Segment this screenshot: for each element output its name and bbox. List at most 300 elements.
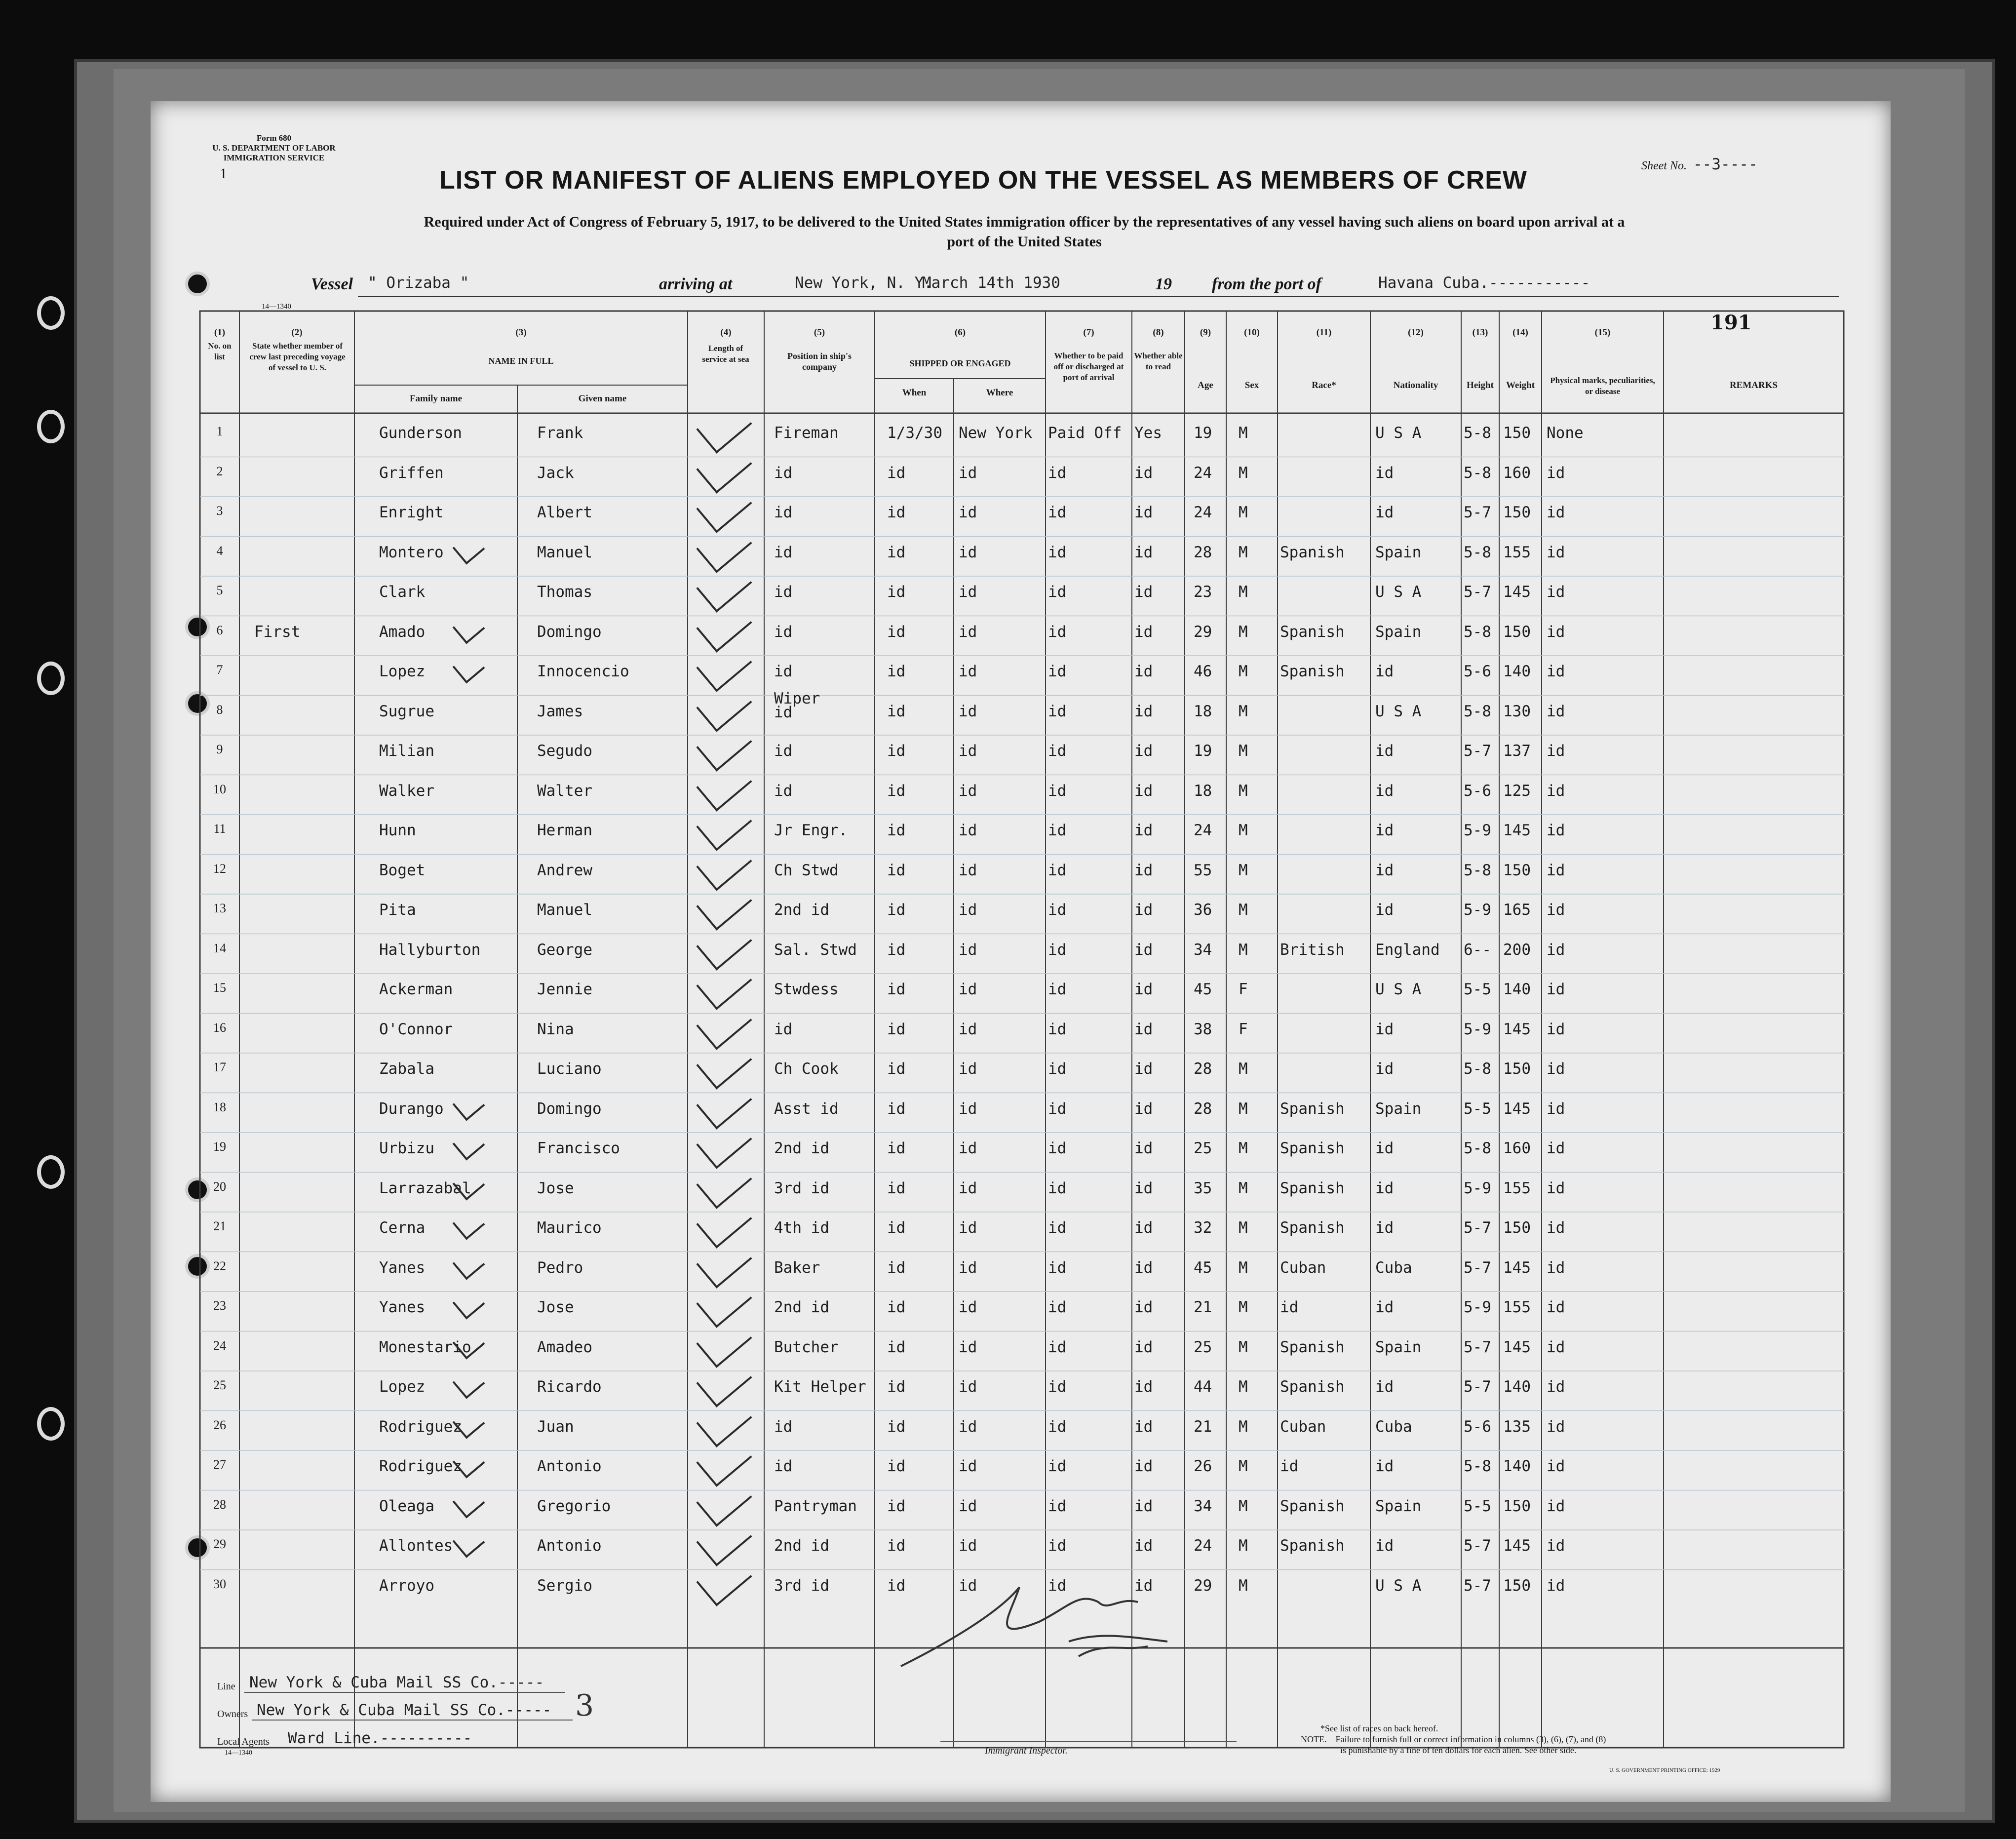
cell-height: 5-7 [1464,583,1491,601]
cell-position: Ch Cook [774,1060,839,1078]
cell-weight: 140 [1503,1378,1531,1396]
cell-weight: 145 [1503,1099,1531,1118]
cell-paid: id [1048,663,1067,680]
col4-num: (4) [720,327,732,338]
cell-race: Spanish [1280,1139,1345,1157]
cell-nat: id [1375,1457,1394,1475]
age-header: Age [1198,380,1213,391]
cell-family: Boget [379,861,426,879]
col3-label: NAME IN FULL [488,356,554,366]
form-number: Form 680 [256,133,292,143]
cell-paid: id [1048,543,1067,561]
cell-no: 30 [213,1576,226,1591]
cell-paid: id [1048,822,1067,839]
cell-read: id [1134,980,1153,998]
cell-read: id [1134,1099,1153,1118]
printer-line: U. S. GOVERNMENT PRINTING OFFICE: 1929 [1609,1767,1720,1773]
cell-family: Lopez [379,1378,426,1396]
binder-ring [37,296,65,330]
cell-age: 24 [1194,1537,1212,1555]
cell-family: Gunderson [379,424,462,442]
cell-age: 45 [1194,980,1212,998]
cell-marks: id [1547,1378,1565,1396]
cell-when: id [887,1417,906,1436]
cell-position: id [774,782,793,800]
cell-height: 5-7 [1464,1537,1491,1555]
cell-where: id [959,980,977,998]
sheet-no-label: Sheet No. [1641,159,1687,172]
cell-nat: Spain [1375,1099,1422,1118]
cell-when: id [887,1020,906,1038]
cell-given: Ricardo [537,1378,602,1396]
cell-weight: 150 [1503,861,1531,879]
cell-nat: id [1375,504,1394,521]
cell-read: id [1134,1020,1153,1038]
cell-read: id [1134,543,1153,561]
cell-paid: id [1048,1576,1067,1595]
cell-height: 5-9 [1464,1298,1491,1316]
cell-where: id [959,940,977,959]
cell-marks: id [1547,1417,1565,1436]
cell-weight: 145 [1503,1020,1531,1038]
cell-paid: id [1048,1497,1067,1515]
col1-num: (1) [214,327,226,338]
cell-weight: 125 [1503,782,1531,800]
cell-age: 24 [1194,822,1212,839]
cell-sex: F [1239,1020,1248,1038]
print-code: 14—1340 [262,303,291,311]
cell-paid: id [1048,742,1067,760]
corner-mark: 1 [220,165,227,182]
cell-given: Pedro [537,1258,583,1277]
cell-position: Pantryman [774,1497,857,1515]
cell-where: id [959,1497,977,1515]
cell-position: id [774,583,793,601]
cell-where: id [959,901,977,919]
cell-given: Domingo [537,1099,602,1118]
cell-marks: id [1547,1497,1565,1515]
cell-family: Rodriguez [379,1457,462,1475]
weight-header: Weight [1506,380,1535,391]
cell-sex: M [1239,702,1248,720]
cell-position: Stwdess [774,980,839,998]
cell-age: 25 [1194,1139,1212,1157]
cell-when: id [887,1576,906,1595]
cell-no: 16 [213,1020,226,1035]
owners-mark: 3 [575,1688,594,1723]
cell-weight: 150 [1503,1219,1531,1237]
cell-marks: id [1547,980,1565,998]
cell-read: id [1134,1060,1153,1078]
cell-height: 5-6 [1464,782,1491,800]
cell-sex: M [1239,1099,1248,1118]
cell-no: 2 [216,464,223,478]
cell-no: 23 [213,1298,226,1313]
binder-ring [37,410,65,443]
cell-no: 19 [213,1139,226,1154]
cell-given: Nina [537,1020,574,1038]
col3-num: (3) [515,327,527,338]
cell-height: 5-9 [1464,1020,1491,1038]
cell-height: 5-8 [1464,464,1491,482]
cell-race: Spanish [1280,543,1345,561]
cell-age: 34 [1194,1497,1212,1515]
col10-num: (10) [1244,327,1260,338]
cell-weight: 140 [1503,663,1531,680]
cell-paid: id [1048,1219,1067,1237]
cell-marks: id [1547,1258,1565,1277]
given-name-header: Given name [578,393,627,404]
cell-position: 2nd id [774,1298,829,1316]
cell-weight: 145 [1503,822,1531,839]
col2-label: State whether member of crew last preceding voyage of vessel to U. S. [249,341,346,372]
cell-race: Spanish [1280,1179,1345,1197]
cell-marks: id [1547,1576,1565,1595]
cell-height: 5-8 [1464,623,1491,641]
cell-race: id [1280,1298,1299,1316]
cell-where: id [959,583,977,601]
cell-position: 2nd id [774,1139,829,1157]
cell-age: 28 [1194,543,1212,561]
cell-sex: M [1239,822,1248,839]
cell-age: 26 [1194,1457,1212,1475]
cell-where: id [959,1338,977,1356]
cell-no: 21 [213,1219,226,1233]
cell-weight: 145 [1503,583,1531,601]
cell-nat: id [1375,1179,1394,1197]
cell-family: Griffen [379,464,444,482]
cell-given: Jack [537,464,574,482]
cell-nat: id [1375,1378,1394,1396]
binder-ring [37,1155,65,1189]
manifest-sheet [151,101,1891,1802]
cell-age: 29 [1194,1576,1212,1595]
cell-family: Cerna [379,1219,426,1237]
cell-marks: id [1547,1179,1565,1197]
cell-sex: F [1239,980,1248,998]
cell-paid: id [1048,583,1067,601]
page-stamp: 191 [1710,311,1752,334]
cell-marks: id [1547,1020,1565,1038]
cell-sex: M [1239,861,1248,879]
cell-when: id [887,663,906,680]
cell-sex: M [1239,623,1248,641]
cell-paid: id [1048,702,1067,720]
cell-family: Enright [379,504,444,521]
cell-no: 9 [216,742,223,756]
cell-position: Fireman [774,424,839,442]
cell-given: Juan [537,1417,574,1436]
cell-family: Durango [379,1099,444,1118]
cell-read: id [1134,1219,1153,1237]
cell-where: id [959,464,977,482]
agents-value: Ward Line.---------- [288,1729,472,1747]
cell-family: Arroyo [379,1576,434,1595]
cell-nat: U S A [1375,1576,1422,1595]
cell-when: id [887,1378,906,1396]
when-header: When [902,388,927,398]
col5-num: (5) [814,327,825,338]
cell-read: id [1134,822,1153,839]
cell-weight: 145 [1503,1338,1531,1356]
cell-position: 3rd id [774,1179,829,1197]
cell-marks: id [1547,1139,1565,1157]
cell-height: 5-7 [1464,1378,1491,1396]
cell-no: 5 [216,583,223,597]
cell-race: Spanish [1280,1537,1345,1555]
cell-age: 36 [1194,901,1212,919]
cell-position: 3rd id [774,1576,829,1595]
cell-height: 5-7 [1464,1338,1491,1356]
cell-family: Urbizu [379,1139,434,1157]
cell-no: 26 [213,1417,226,1432]
col1-label: No. on list [208,341,232,361]
cell-race: Cuban [1280,1417,1326,1436]
cell-position: id [774,1417,793,1436]
line-label: Line [217,1681,235,1692]
cell-age: 25 [1194,1338,1212,1356]
cell-marks: id [1547,1060,1565,1078]
cell-weight: 140 [1503,980,1531,998]
cell-read: id [1134,1457,1153,1475]
cell-paid: id [1048,1258,1067,1277]
cell-no: 27 [213,1457,226,1472]
cell-given: Frank [537,424,583,442]
cell-marks: id [1547,901,1565,919]
cell-paid: id [1048,1060,1067,1078]
from-label: from the port of [1212,275,1321,293]
cell-sex: M [1239,901,1248,919]
cell-family: Yanes [379,1258,426,1277]
cell-sex: M [1239,1338,1248,1356]
cell-position: Ch Stwd [774,861,839,879]
cell-where: id [959,822,977,839]
cell-race: British [1280,940,1345,959]
footer-notes [1301,1723,1606,1756]
cell-no: 7 [216,663,223,677]
owners-label: Owners [217,1709,248,1720]
cell-read: id [1134,1338,1153,1356]
cell-nat: Cuba [1375,1417,1412,1436]
cell-family: Oleaga [379,1497,434,1515]
cell-no: 1 [216,424,223,438]
cell-nat: Spain [1375,1338,1422,1356]
cell-nat: U S A [1375,424,1422,442]
cell-read: id [1134,1576,1153,1595]
cell-height: 5-7 [1464,1219,1491,1237]
cell-prev: First [254,623,301,641]
cell-race: Spanish [1280,663,1345,680]
cell-family: Hunn [379,822,416,839]
cell-age: 28 [1194,1099,1212,1118]
cell-age: 44 [1194,1378,1212,1396]
cell-weight: 150 [1503,623,1531,641]
cell-age: 32 [1194,1219,1212,1237]
cell-where: id [959,504,977,521]
cell-sex: M [1239,464,1248,482]
col14-num: (14) [1512,327,1528,338]
cell-family: Sugrue [379,702,434,720]
cell-paid: id [1048,1179,1067,1197]
cell-family: Zabala [379,1060,434,1078]
cell-paid: id [1048,980,1067,998]
owners-underline [252,1720,573,1721]
binder-ring [37,662,65,695]
cell-position: Kit Helper [774,1378,866,1396]
cell-position: id [774,1020,793,1038]
cell-nat: Spain [1375,623,1422,641]
cell-age: 29 [1194,623,1212,641]
cell-weight: 155 [1503,543,1531,561]
cell-when: id [887,822,906,839]
cell-no: 3 [216,504,223,518]
cell-nat: id [1375,663,1394,680]
cell-sex: M [1239,1457,1248,1475]
cell-read: id [1134,940,1153,959]
cell-marks: id [1547,702,1565,720]
cell-read: id [1134,1417,1153,1436]
col12-num: (12) [1408,327,1424,338]
line-value: New York & Cuba Mail SS Co.----- [249,1674,544,1691]
cell-given: Luciano [537,1060,602,1078]
cell-sex: M [1239,1139,1248,1157]
cell-when: id [887,1497,906,1515]
cell-no: 20 [213,1179,226,1194]
vessel-label: Vessel [311,275,353,293]
cell-sex: M [1239,1537,1248,1555]
cell-when: id [887,861,906,879]
cell-race: Spanish [1280,1378,1345,1396]
cell-paid: id [1048,623,1067,641]
cell-no: 4 [216,543,223,558]
cell-height: 5-7 [1464,504,1491,521]
cell-marks: id [1547,1537,1565,1555]
cell-weight: 150 [1503,1576,1531,1595]
cell-where: id [959,1020,977,1038]
cell-when: id [887,1060,906,1078]
cell-weight: 150 [1503,504,1531,521]
cell-sex: M [1239,1219,1248,1237]
cell-marks: id [1547,623,1565,641]
vessel-name: " Orizaba " [368,274,469,292]
cell-where: id [959,861,977,879]
cell-marks: id [1547,742,1565,760]
cell-nat: id [1375,1298,1394,1316]
cell-position: id [774,543,793,561]
cell-nat: id [1375,822,1394,839]
cell-age: 24 [1194,504,1212,521]
note-1: NOTE.—Failure to furnish full or correct information in columns (3), (6), (7), and (8) [1301,1734,1606,1744]
where-header: Where [986,388,1013,398]
cell-marks: id [1547,822,1565,839]
cell-no: 10 [213,782,226,796]
cell-when: id [887,583,906,601]
cell-given: Segudo [537,742,592,760]
cell-where: id [959,1060,977,1078]
cell-marks: id [1547,583,1565,601]
cell-where: id [959,1576,977,1595]
cell-read: id [1134,901,1153,919]
cell-where: id [959,663,977,680]
cell-age: 45 [1194,1258,1212,1277]
cell-height: 5-9 [1464,822,1491,839]
cell-read: id [1134,1258,1153,1277]
cell-position: Asst id [774,1099,839,1118]
cell-race: Spanish [1280,1338,1345,1356]
nationality-header: Nationality [1393,380,1438,391]
cell-race: Spanish [1280,623,1345,641]
cell-nat: id [1375,1060,1394,1078]
cell-position: id [774,742,793,760]
cell-when: id [887,464,906,482]
cell-where: id [959,782,977,800]
cell-height: 5-8 [1464,424,1491,442]
cell-position: id [774,663,793,680]
cell-no: 18 [213,1099,226,1114]
cell-family: Larrazabal [379,1179,471,1197]
cell-given: Jennie [537,980,592,998]
cell-paid: id [1048,1338,1067,1356]
cell-sex: M [1239,1179,1248,1197]
cell-height: 5-8 [1464,1457,1491,1475]
cell-family: Milian [379,742,434,760]
cell-weight: 155 [1503,1179,1531,1197]
cell-given: Jose [537,1298,574,1316]
cell-no: 13 [213,901,226,915]
cell-nat: id [1375,1020,1394,1038]
cell-given: Innocencio [537,663,629,680]
cell-when: id [887,1338,906,1356]
cell-sex: M [1239,742,1248,760]
cell-given: Amadeo [537,1338,592,1356]
owners-value: New York & Cuba Mail SS Co.----- [257,1701,552,1719]
cell-height: 6-- [1464,940,1491,959]
cell-family: Amado [379,623,426,641]
cell-nat: id [1375,782,1394,800]
cell-marks: id [1547,861,1565,879]
cell-given: Walter [537,782,592,800]
cell-paid: id [1048,1537,1067,1555]
cell-position: Sal. Stwd [774,940,857,959]
cell-age: 35 [1194,1179,1212,1197]
cell-nat: id [1375,1139,1394,1157]
cell-sex: M [1239,1417,1248,1436]
cell-age: 34 [1194,940,1212,959]
agents-label: Local Agents [217,1736,270,1747]
cell-age: 28 [1194,1060,1212,1078]
cell-given: Thomas [537,583,592,601]
cell-when: id [887,1179,906,1197]
cell-no: 14 [213,940,226,955]
cell-where: id [959,1099,977,1118]
cell-given: Andrew [537,861,592,879]
cell-race: Spanish [1280,1219,1345,1237]
cell-paid: id [1048,782,1067,800]
cell-nat: Spain [1375,1497,1422,1515]
cell-given: Maurico [537,1219,602,1237]
cell-height: 5-7 [1464,1258,1491,1277]
cell-height: 5-8 [1464,702,1491,720]
cell-marks: id [1547,1457,1565,1475]
cell-height: 5-6 [1464,663,1491,680]
cell-height: 5-9 [1464,1179,1491,1197]
cell-given: Herman [537,822,592,839]
cell-nat: id [1375,742,1394,760]
cell-sex: M [1239,1576,1248,1595]
from-port: Havana Cuba.----------- [1378,274,1590,292]
cell-position: 2nd id [774,901,829,919]
cell-where: id [959,1258,977,1277]
